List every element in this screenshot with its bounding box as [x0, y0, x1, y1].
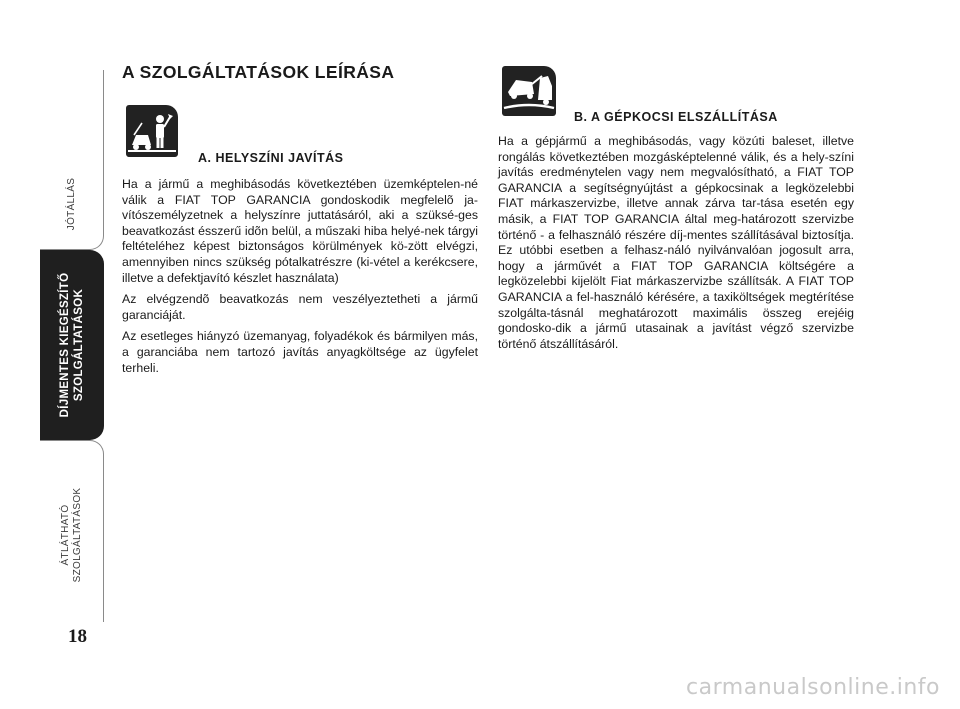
tab-jotallas-label: JÓTÁLLÁS — [65, 178, 77, 231]
section-b-header — [498, 72, 854, 128]
right-column — [498, 72, 854, 358]
section-a-paragraph-3: Az esetleges hiányzó üzemanyag, folyadékok és bármilyen más, a garanciába nem tartozó javítás anyagköltsége az ügyfelet terheli. — [122, 329, 478, 375]
tab-dijmentes-label: DÍJMENTES KIEGÉSZÍTŐ SZOLGÁLTATÁSOK — [58, 272, 85, 418]
section-a-paragraph-2: Az elvégzendõ beavatkozás nem veszélyeztetheti a jármű garanciáját. — [122, 292, 478, 322]
tab-atlathato-szolgaltatasok[interactable] — [40, 440, 104, 622]
section-b-paragraph-1: Ha a gépjármű a meghibásodás, vagy közúti baleset, illetve rongálás következtében mozgásképtelenné válik, és a hely-színi javítás eredménytelen vagy nem megvalósítható, a FIAT TOP GARANCIA a segítségnyújtást a gépkocsinak a legközelebbi FIAT márkaszervizbe, illetve annak zárva tar-tása esetén egy másik, a FIAT TOP GARANCIA által meg-határozott szervizbe történő - a felhasználó részére díj-mentes szállításával biztosítja. Ez utóbbi esetben a felhasz-náló nyilvánvalóan jogosult arra, hogy a járművét a FIAT TOP GARANCIA költségére a legközelebbi kijelölt Fiat márkaszervizbe szállítsák. A FIAT TOP GARANCIA a fel-használó kérésére, a taxiköltségek megtérítése szolgálta-tásnál meghatározott maximális összeg erejéig gondosko-dik a jármű utasainak a javítást végző szervizbe történő átszállításáról. — [498, 134, 854, 351]
page-title: A SZOLGÁLTATÁSOK LEÍRÁSA — [122, 62, 395, 82]
section-a-paragraph-1: Ha a jármű a meghibásodás következtében üzemképtelen-né válik a FIAT TOP GARANCIA gondoskodik megfelelõ ja-vítószemélyzetnek a helyszínre juttatásáról, aki a szüksé-ges beavatkozást ésszerű idõn belül, a műszaki hiba helyé-nek tárgyi feltételéhez képest biztonságos körülmények kö-zött elvégzi, amennyiben nincs szükség pótalkatrészre (ki-vétel a kerékcsere, illetve a defektjavító készlet használata) — [122, 177, 478, 285]
side-tab-rail — [40, 70, 104, 622]
section-b-title: B. A GÉPKOCSI ELSZÁLLÍTÁSA — [574, 110, 778, 124]
left-column — [122, 62, 478, 382]
watermark-text: carmanualsonline.info — [686, 675, 940, 700]
tab-jotallas[interactable] — [40, 70, 104, 250]
roadside-repair-icon — [126, 105, 178, 157]
section-a-header — [122, 105, 478, 167]
tab-atlathato-label: ÁTLÁTHATÓ SZOLGÁLTATÁSOK — [59, 487, 83, 583]
page-number: 18 — [68, 626, 87, 647]
tab-dijmentes-szolgaltatasok[interactable] — [40, 250, 104, 440]
section-a-title: A. HELYSZÍNI JAVÍTÁS — [198, 151, 344, 165]
tow-truck-icon — [502, 66, 556, 116]
